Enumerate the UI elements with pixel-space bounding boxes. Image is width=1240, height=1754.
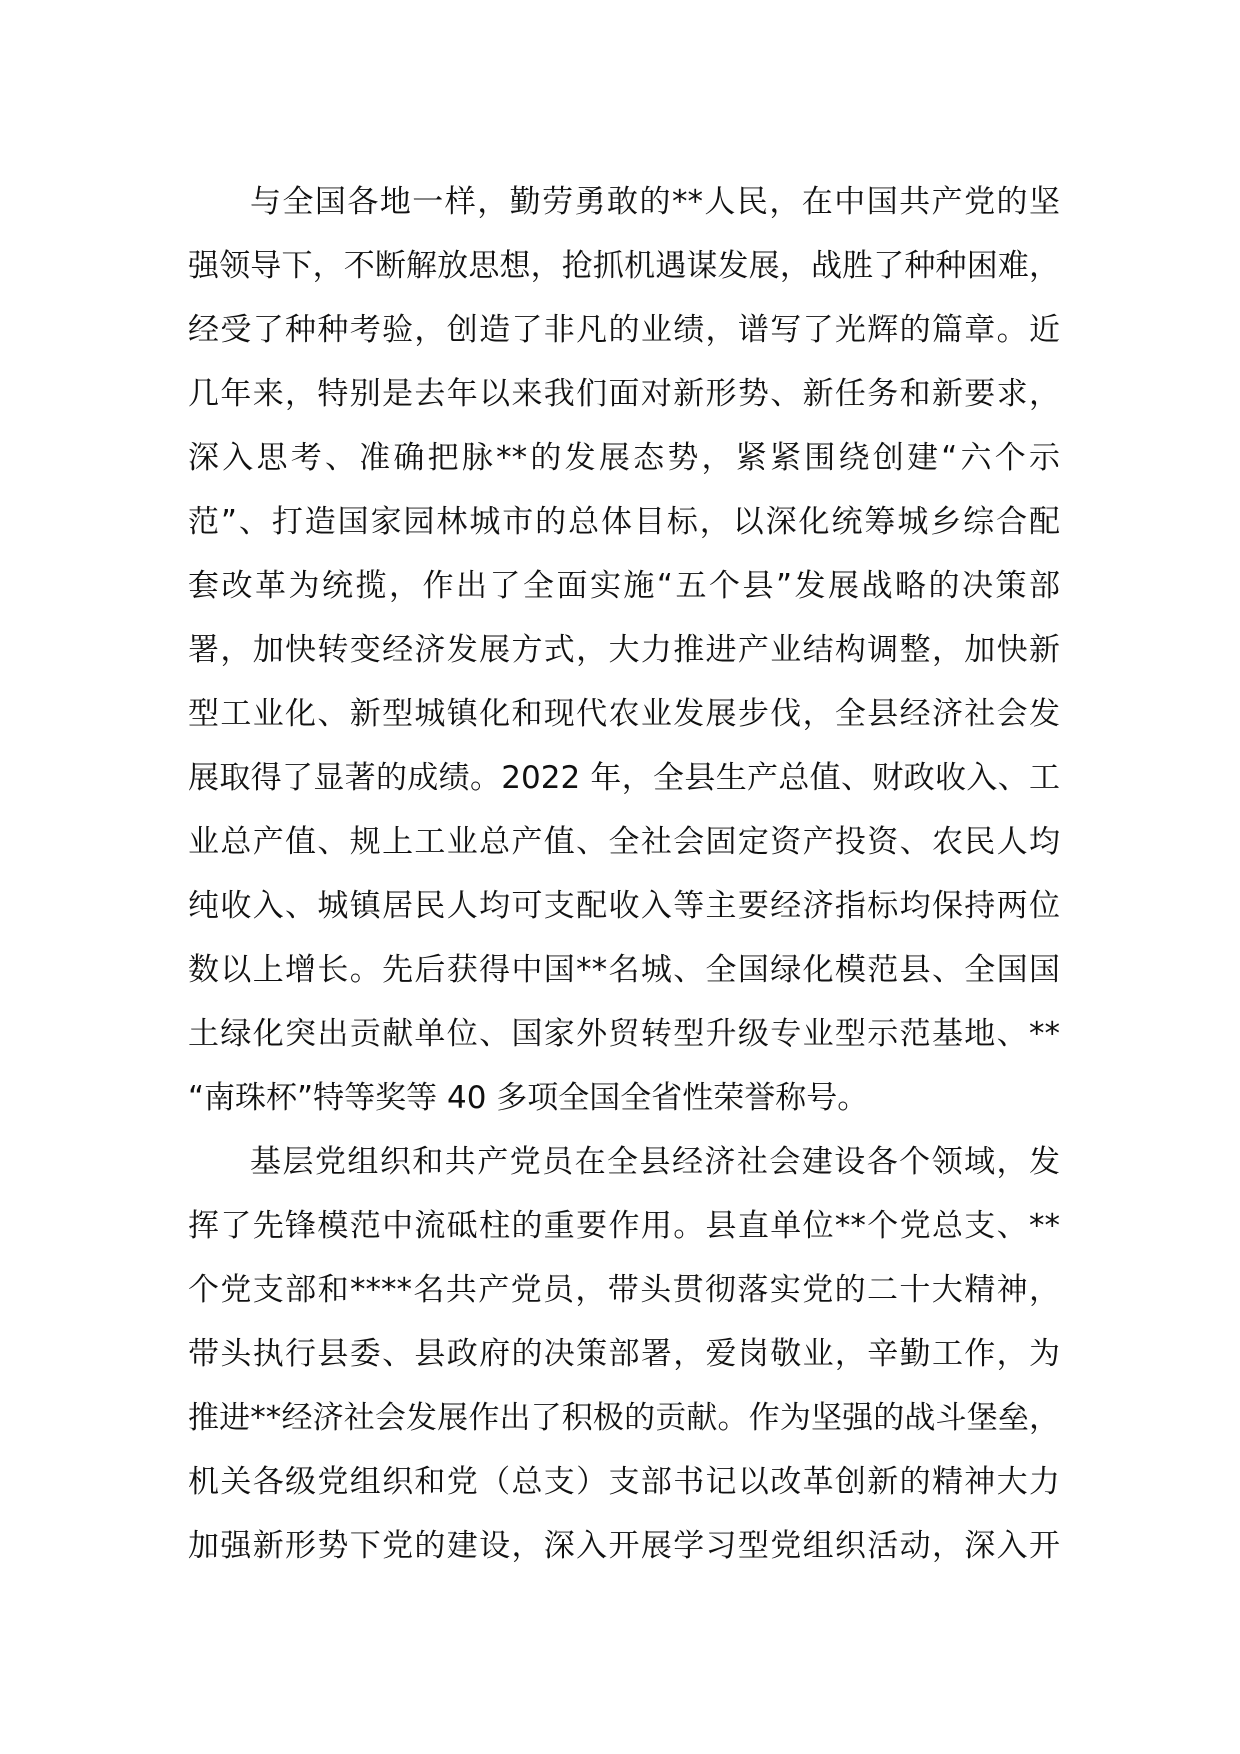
text-line: 几年来，特别是去年以来我们面对新形势、新任务和新要求， [188, 376, 1060, 412]
text-line: 强领导下，不断解放思想，抢抓机遇谋发展，战胜了种种困难， [188, 248, 1060, 284]
text-line: 挥了先锋模范中流砥柱的重要作用。县直单位**个党总支、** [188, 1208, 1060, 1244]
text-line: 加强新形势下党的建设，深入开展学习型党组织活动，深入开 [188, 1528, 1060, 1564]
paragraph-2 [188, 1130, 1060, 1578]
text-line: 机关各级党组织和党（总支）支部书记以改革创新的精神大力 [188, 1464, 1060, 1500]
text-line: “南珠杯”特等奖等 40 多项全国全省性荣誉称号。 [188, 1080, 869, 1116]
text-line: 经受了种种考验，创造了非凡的业绩，谱写了光辉的篇章。近 [188, 312, 1060, 348]
text-line: 带头执行县委、县政府的决策部署，爱岗敬业，辛勤工作，为 [188, 1336, 1060, 1372]
text-line: 个党支部和****名共产党员，带头贯彻落实党的二十大精神， [188, 1272, 1060, 1308]
text-line: 范”、打造国家园林城市的总体目标，以深化统筹城乡综合配 [188, 504, 1060, 540]
text-line: 与全国各地一样，勤劳勇敢的**人民，在中国共产党的坚 [250, 184, 1060, 220]
text-line: 数以上增长。先后获得中国**名城、全国绿化模范县、全国国 [188, 952, 1060, 988]
text-line: 署，加快转变经济发展方式，大力推进产业结构调整，加快新 [188, 632, 1060, 668]
text-line: 土绿化突出贡献单位、国家外贸转型升级专业型示范基地、** [188, 1016, 1060, 1052]
text-line: 纯收入、城镇居民人均可支配收入等主要经济指标均保持两位 [188, 888, 1060, 924]
text-line: 基层党组织和共产党员在全县经济社会建设各个领域，发 [250, 1144, 1060, 1180]
text-line: 业总产值、规上工业总产值、全社会固定资产投资、农民人均 [188, 824, 1060, 860]
text-line: 套改革为统揽，作出了全面实施“五个县”发展战略的决策部 [188, 568, 1060, 604]
document-body [188, 170, 1060, 1578]
text-line: 推进**经济社会发展作出了积极的贡献。作为坚强的战斗堡垒， [188, 1400, 1060, 1436]
text-line: 深入思考、准确把脉**的发展态势，紧紧围绕创建“六个示 [188, 440, 1060, 476]
text-line: 展取得了显著的成绩。2022 年，全县生产总值、财政收入、工 [188, 760, 1060, 796]
text-line: 型工业化、新型城镇化和现代农业发展步伐，全县经济社会发 [188, 696, 1060, 732]
paragraph-1 [188, 170, 1060, 1130]
